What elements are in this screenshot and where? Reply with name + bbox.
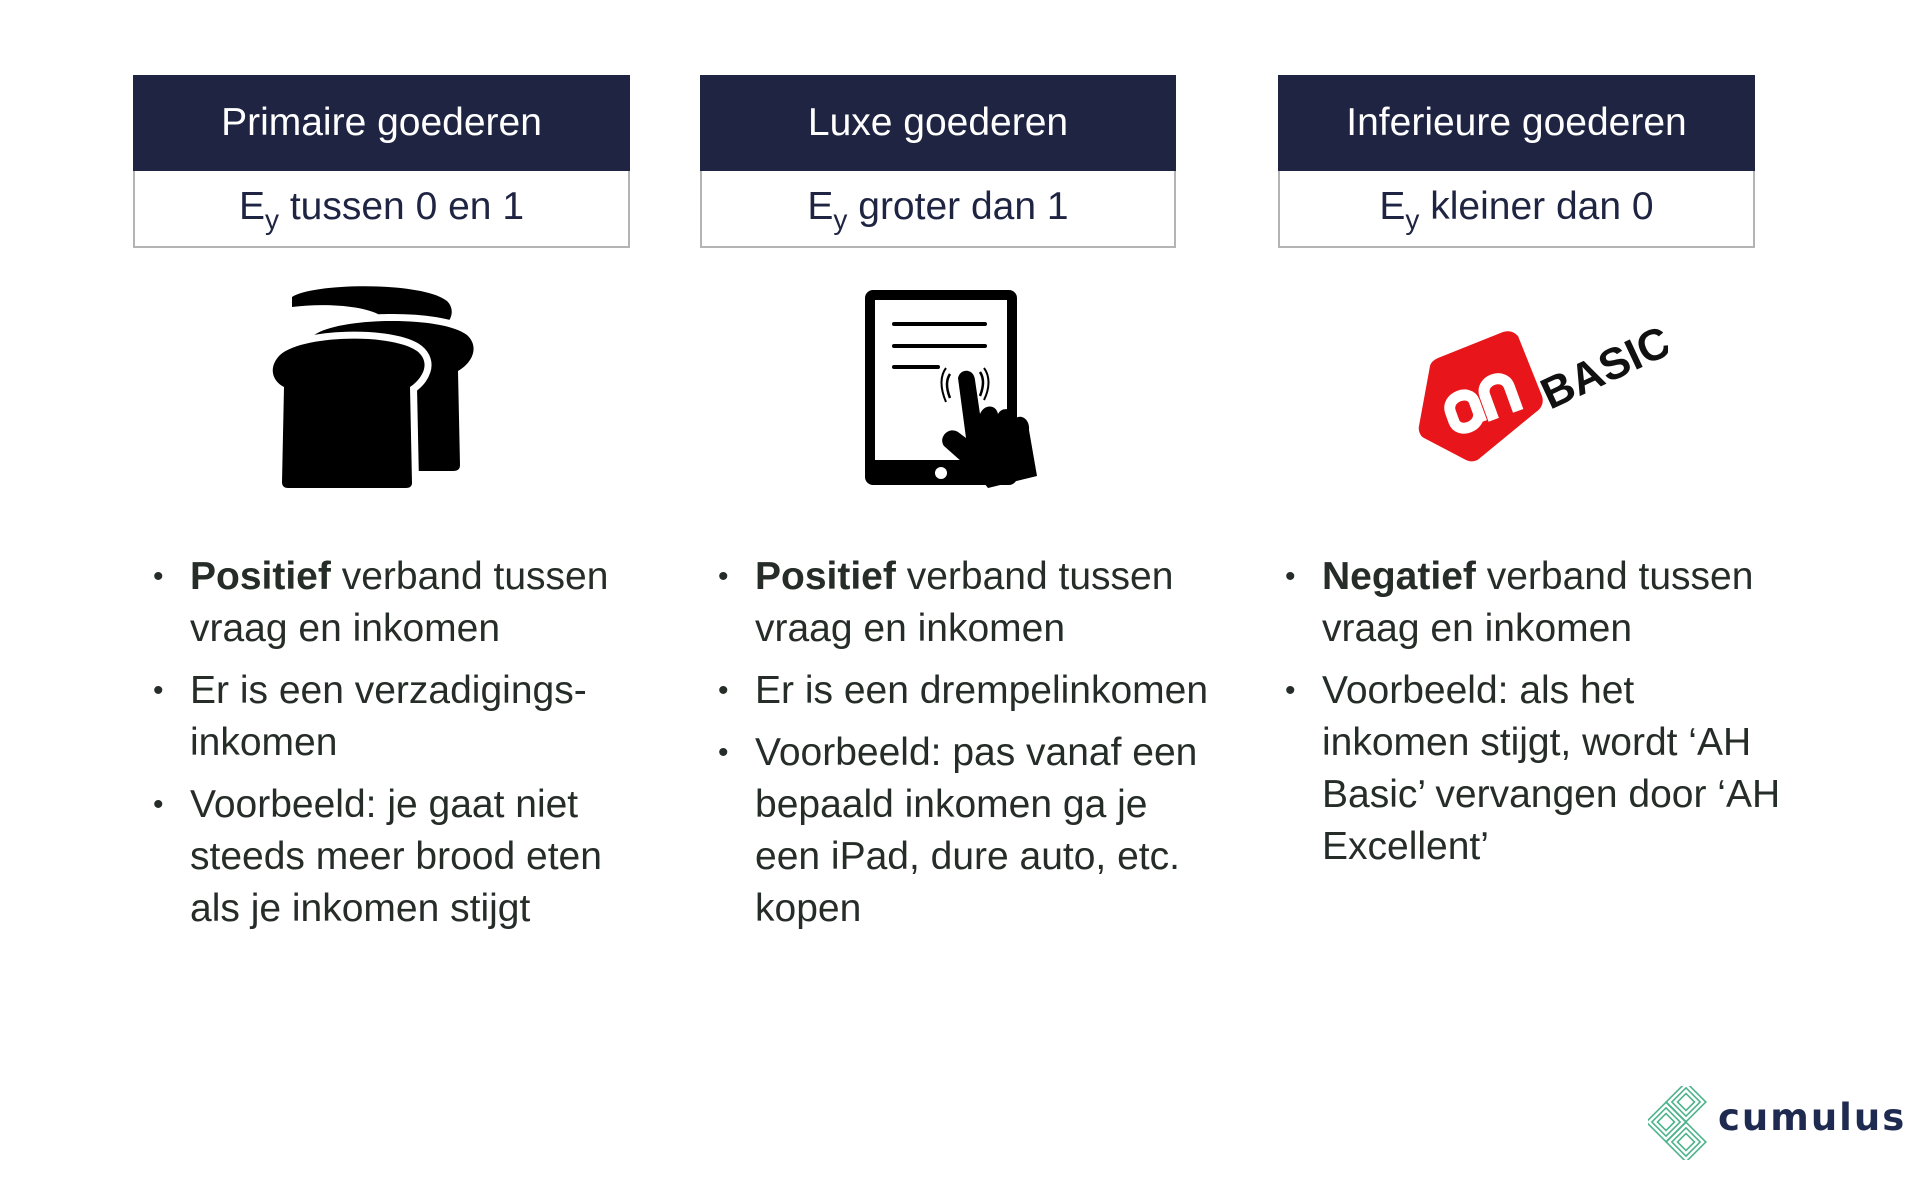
bullet-text: Voorbeeld: pas vanaf een bepaald inkomen ga je een iPad, dure auto, etc. kopen [755, 731, 1198, 930]
bullet-item [1265, 551, 1785, 655]
elasticity-symbol: E [1379, 185, 1406, 228]
bread-icon [272, 283, 494, 488]
elasticity-symbol: E [807, 185, 834, 228]
cumulus-wordmark: cumulus [1718, 1096, 1907, 1139]
cumulus-diamond-icon [1648, 1086, 1712, 1160]
bullet-text: Voorbeeld: je gaat niet steeds meer brood eten als je inkomen stijgt [190, 783, 602, 930]
tablet-touch-icon [862, 288, 1042, 498]
elasticity-subscript: y [833, 204, 848, 235]
ah-basic-text: BASIC [1533, 316, 1668, 420]
elasticity-text: kleiner dan 0 [1419, 185, 1654, 228]
bullet-bold: Positief [190, 555, 331, 598]
bullet-item [698, 551, 1218, 655]
column-primaire-goederen [133, 75, 630, 248]
column-header: Primaire goederen [133, 75, 630, 171]
bullet-item [1265, 665, 1785, 873]
column-inferieure-goederen [1278, 75, 1755, 248]
bullet-list-inferieure [1265, 551, 1785, 883]
elasticity-text: tussen 0 en 1 [279, 185, 525, 228]
bullet-bold: Positief [755, 555, 896, 598]
bullet-text: verband tussen vraag en inkomen [1322, 555, 1754, 650]
bullet-item [698, 727, 1218, 935]
bullet-list-luxe [698, 551, 1218, 945]
ah-basic-logo [1418, 300, 1668, 470]
bullet-bold: Negatief [1322, 555, 1476, 598]
bullet-text: Er is een drempelinkomen [755, 669, 1209, 712]
column-header: Inferieure goederen [1278, 75, 1755, 171]
bullet-text: Voorbeeld: als het inkomen stijgt, wordt ‘AH Basic’ vervangen door ‘AH Excellent’ [1322, 669, 1781, 868]
elasticity-label [700, 171, 1176, 248]
bullet-text: Er is een verzadigings-inkomen [190, 669, 587, 764]
bullet-item [698, 665, 1218, 717]
elasticity-subscript: y [265, 204, 279, 235]
bullet-text: verband tussen vraag en inkomen [190, 555, 609, 650]
elasticity-symbol: E [238, 185, 265, 228]
elasticity-subscript: y [1405, 204, 1420, 235]
column-luxe-goederen [700, 75, 1176, 248]
elasticity-label [1278, 171, 1755, 248]
column-header: Luxe goederen [700, 75, 1176, 171]
bullet-item [133, 779, 653, 935]
bullet-item [133, 551, 653, 655]
elasticity-label [133, 171, 630, 248]
elasticity-text: groter dan 1 [847, 185, 1069, 228]
bullet-text: verband tussen vraag en inkomen [755, 555, 1174, 650]
cumulus-logo [1648, 1086, 1907, 1160]
bullet-item [133, 665, 653, 769]
bullet-list-primaire [133, 551, 653, 945]
